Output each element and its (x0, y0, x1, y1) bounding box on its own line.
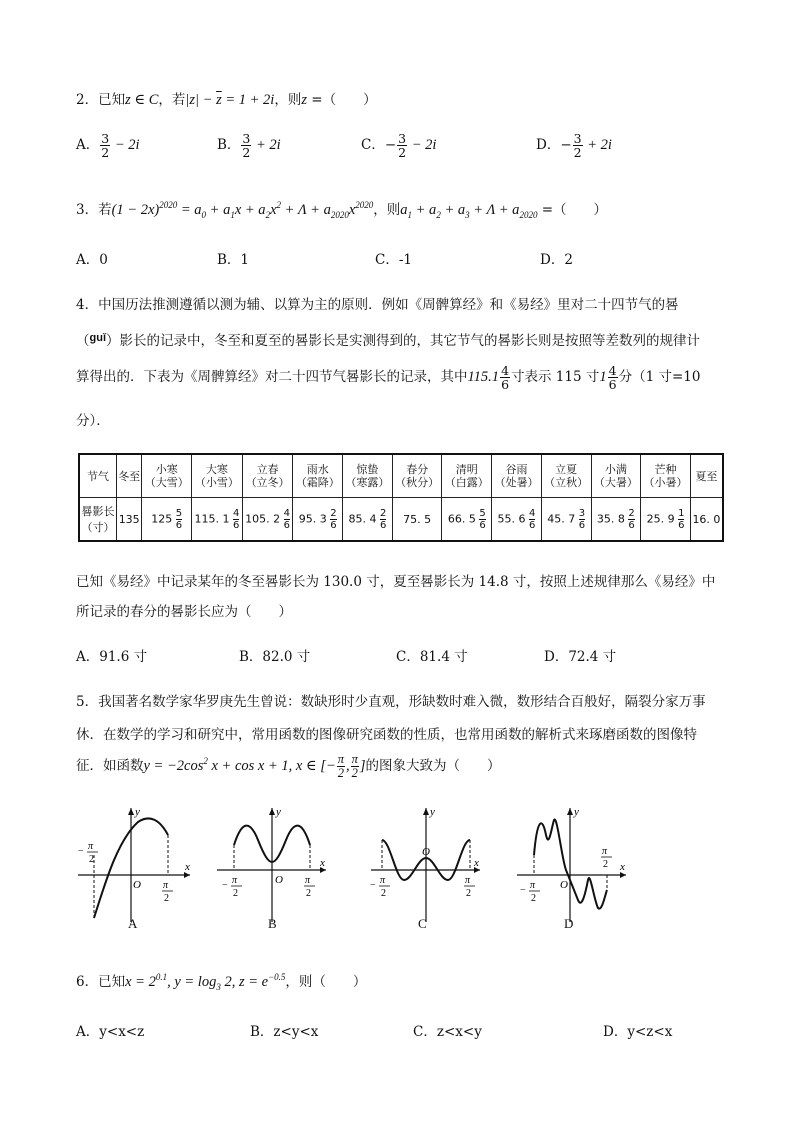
svg-text:−: − (370, 880, 376, 891)
q3-option-b[interactable]: B．1 (217, 252, 250, 268)
q4-option-b[interactable]: B．82.0 寸 (239, 649, 311, 665)
graph-b-label: B (268, 916, 277, 931)
graph-c-svg (366, 800, 486, 925)
question-2-stem: 2．已知z ∈ C，若$|z| - \overline{z} = 1 + 2i$，则z =（ ） (76, 92, 377, 108)
q4-option-c[interactable]: C．81.4 寸 (396, 649, 468, 665)
graph-option-a[interactable] (78, 800, 198, 940)
svg-text:x: x (320, 857, 325, 869)
svg-text:2: 2 (381, 888, 386, 899)
q3-option-a[interactable]: A．0 (76, 252, 108, 268)
q6-option-b[interactable]: B．z<y<x (250, 1024, 319, 1040)
question-5-line-1: 5．我国著名数学家华罗庚先生曾说：数缺形时少直观，形缺数时难入微，数形结合百般好，隔裂分家万事 (76, 694, 706, 710)
svg-text:2: 2 (466, 888, 471, 899)
q2-option-d[interactable]: D．− $\frac{3}{2}$ + 2i (536, 131, 612, 160)
graph-b-svg (212, 800, 332, 925)
svg-text:π: π (88, 841, 94, 852)
question-5-line-3: 征．如函数$y = -2\cos^2$ x + cos x + 1, x ∈ [− $\frac{\pi}{2}$ , $\frac{\pi}{2}$ ]的图象大致为（ ） (76, 752, 501, 780)
question-4-line-2: （$^{guǐ}$）影长的记录中，冬至和夏至的晷影长是实测得到的，其它节气的晷影长则是按照等差数列的规律计 (76, 332, 700, 349)
svg-text:2: 2 (603, 859, 608, 870)
graph-c-label: C (418, 916, 427, 931)
svg-text:2: 2 (306, 888, 311, 899)
svg-text:π: π (232, 875, 238, 886)
svg-text:O: O (275, 874, 283, 886)
question-number: 2． (76, 92, 99, 108)
table-row: 晷影长 （寸） 135 125 $\frac{5}{6}$ 115. 1 $\frac{4}{6}$ 105. 2 $\frac{4}{6}$ 95. 3 $\frac{2}{6}$ 85. 4 $\frac{2}{6}$ 75. 5 66. 5 $\frac{5}{6}$ 55. 6 $\frac{4}{6}$ 45. 7 $\frac{3}{6}$ 35. 8 $\frac{2}{6}$ 25. 9 $\frac{1}{6}$ 16. 0 (79, 498, 723, 542)
svg-text:−: − (520, 885, 526, 896)
svg-text:y: y (574, 806, 579, 818)
svg-text:2: 2 (531, 893, 536, 904)
svg-text:O: O (560, 879, 568, 891)
svg-text:π: π (602, 846, 608, 857)
q2-option-c[interactable]: C．− $\frac{3}{2}$ − 2i (361, 131, 437, 160)
graph-a-label: A (128, 916, 138, 931)
svg-text:x: x (474, 857, 479, 869)
q4-option-d[interactable]: D．72.4 寸 (544, 649, 617, 665)
svg-text:−: − (222, 880, 228, 891)
svg-text:π: π (163, 880, 169, 891)
question-4-line-1: 4．中国历法推测遵循以测为辅、以算为主的原则．例如《周髀算经》和《易经》里对二十四节气的晷 (76, 297, 679, 313)
svg-text:y: y (276, 806, 281, 818)
question-6-stem: 6．已知$x = 2^{0.1}$, $y = \log_3 2$, $z = e^{-0.5}$，则（ ） (76, 972, 367, 992)
question-5-line-2: 休．在数学的学习和研究中，常用函数的图像研究函数的性质，也常用函数的解析式来琢磨函数的图像特 (76, 727, 697, 743)
q2-option-b[interactable]: B． $\frac{3}{2}$ + 2i (217, 131, 281, 160)
table-row: 节气 冬至 小寒 （大雪） 大寒 （小雪） 立春 （立冬） 雨水 （霜降） 惊蛰 （寒露） 春分 （秋分） 清明 （白露） 谷雨 （处暑） 立夏 （立秋） 小满 （大暑） 芒种 （小暑） 夏至 (79, 454, 723, 498)
svg-text:x: x (185, 861, 190, 873)
q2-option-a[interactable]: A． $\frac{3}{2}$ − 2i (76, 131, 140, 160)
question-4-line-3: 算得出的．下表为《周髀算经》对二十四节气晷影长的记录，其中115.1 $\frac{4}{6}$ 寸表示 115 寸1 $\frac{4}{6}$ 分（1 寸=10 (76, 363, 701, 392)
svg-text:2: 2 (89, 854, 94, 865)
svg-text:−: − (78, 846, 84, 857)
q6-option-c[interactable]: C．z<x<y (413, 1024, 482, 1040)
svg-text:O: O (133, 879, 141, 891)
graph-a-svg (78, 800, 198, 925)
svg-text:π: π (380, 875, 386, 886)
svg-text:x: x (620, 861, 625, 873)
question-4-condition-2: 所记录的春分的晷影长应为（ ） (76, 604, 292, 620)
graph-d-label: D (564, 916, 574, 931)
q3-option-d[interactable]: D．2 (540, 252, 573, 268)
question-4-line-4: 分）． (76, 413, 110, 429)
question-3-stem: 3．若$(1 - 2x)^{2020} = a_0 + a_1x + a_2x^2 + \Lambda + a_{2020}x^{2020}$，则$a_1 + a_2 + a_3 + \Lambda + a_{2020}$ =（ ） (76, 200, 608, 220)
svg-text:2: 2 (233, 888, 238, 899)
svg-text:y: y (135, 806, 140, 818)
graph-d-svg (512, 800, 632, 925)
q3-option-c[interactable]: C．-1 (375, 252, 412, 268)
svg-text:π: π (530, 880, 536, 891)
pinyin-annotation: guǐ (89, 332, 106, 344)
q6-option-a[interactable]: A．y<x<z (76, 1024, 145, 1040)
q4-option-a[interactable]: A．91.6 寸 (76, 649, 148, 665)
q6-option-d[interactable]: D．y<z<x (603, 1024, 673, 1040)
solar-terms-table (78, 453, 724, 542)
svg-text:π: π (305, 875, 311, 886)
svg-text:π: π (465, 875, 471, 886)
svg-text:y: y (430, 806, 435, 818)
question-4-condition-1: 已知《易经》中记录某年的冬至晷影长为 130.0 寸，夏至晷影长为 14.8 寸，按照上述规律那么《易经》中 (76, 574, 716, 590)
svg-text:O: O (422, 846, 430, 858)
svg-text:2: 2 (164, 893, 169, 904)
